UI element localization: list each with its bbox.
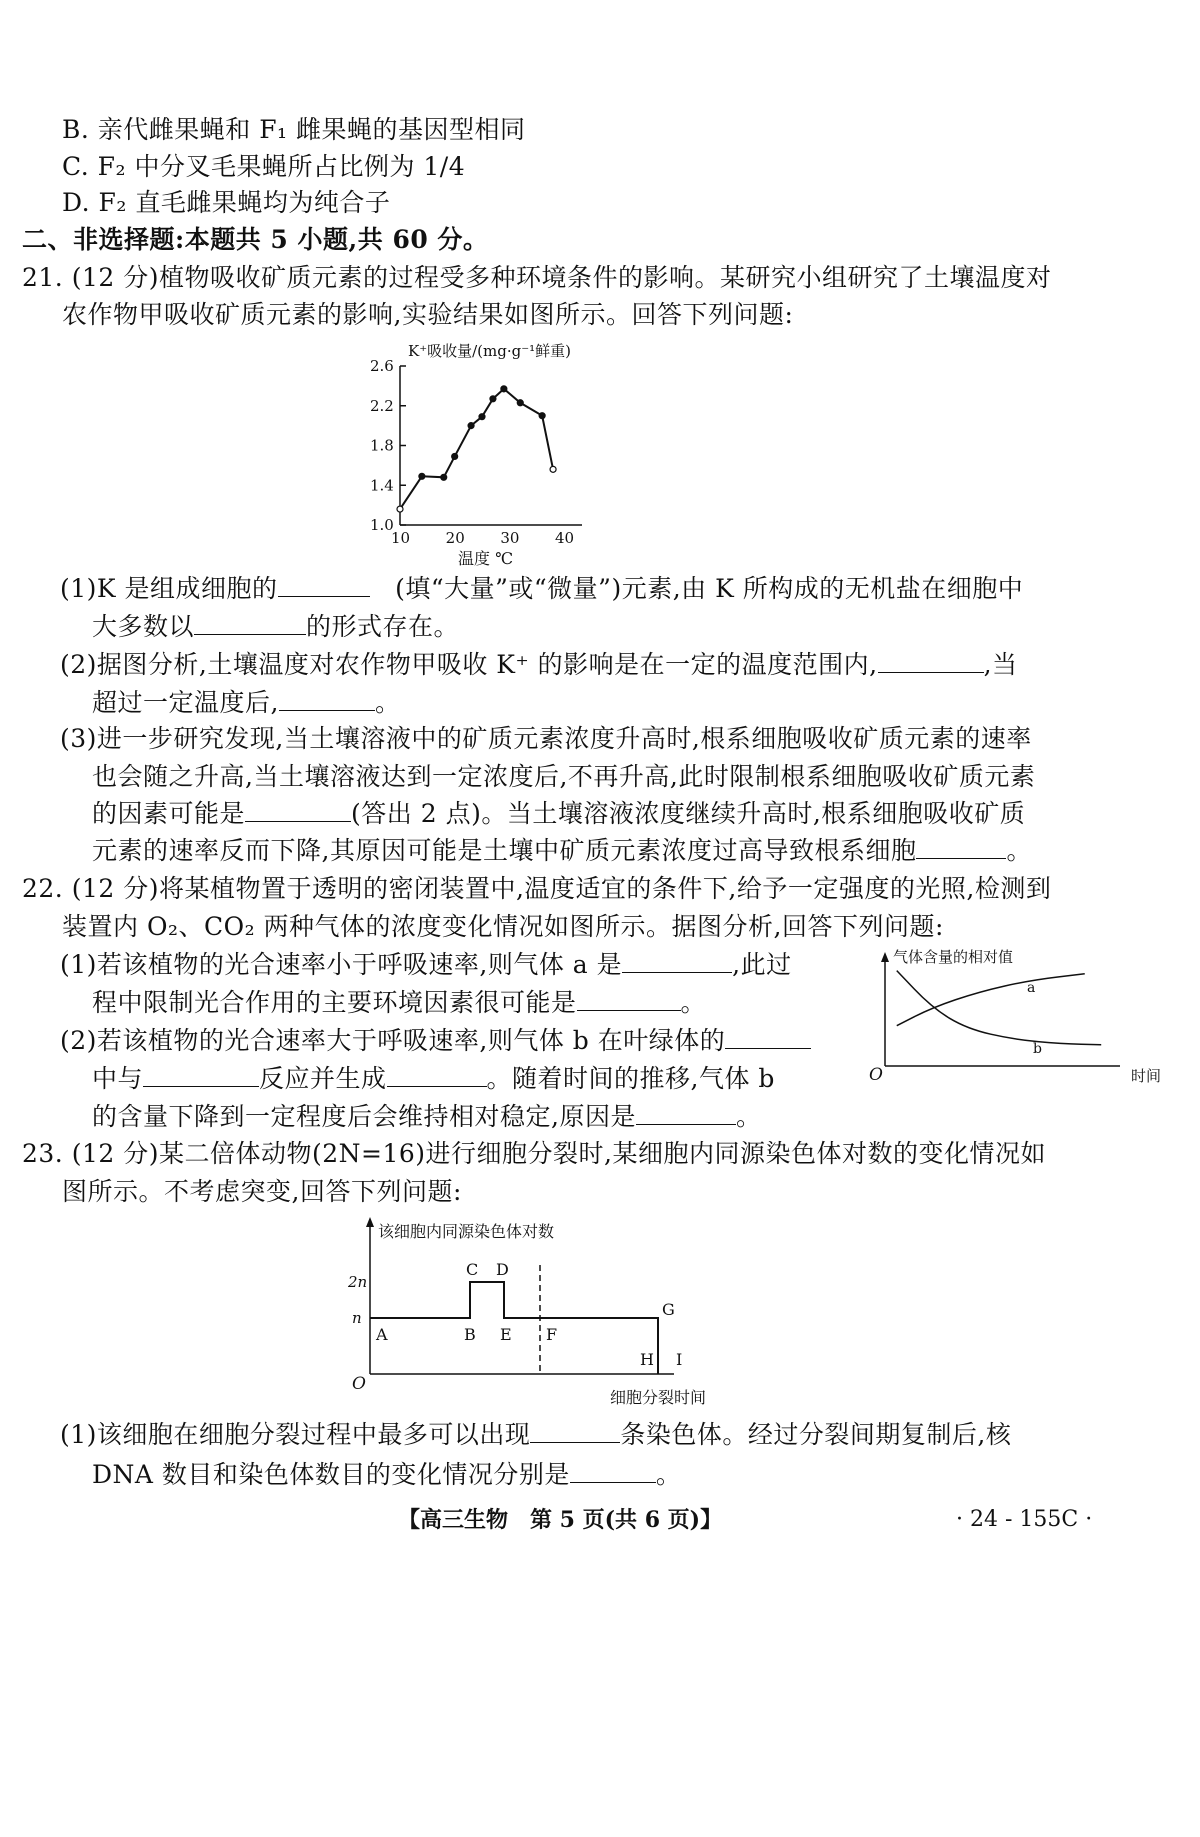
q21-part2-text-b: ,当 bbox=[983, 650, 1018, 679]
k-data-point bbox=[539, 413, 545, 419]
paper-code: · 24 - 155C · bbox=[956, 1507, 1093, 1532]
q21-blank-3[interactable] bbox=[878, 650, 984, 673]
q22-part2-line3 bbox=[92, 1100, 761, 1134]
chrom-point-c: C bbox=[466, 1260, 479, 1279]
section-heading: 二、非选择题:本题共 5 小题,共 60 分。 bbox=[22, 225, 489, 254]
q23-stem-line-1: 23. (12 分)某二倍体动物(2N=16)进行细胞分裂时,某细胞内同源染色体对数的变化情况如 bbox=[22, 1139, 1046, 1168]
q22-part2-line2 bbox=[92, 1062, 775, 1096]
k-y-tick-label: 1.4 bbox=[370, 476, 394, 495]
chrom-pairs-line bbox=[370, 1282, 658, 1374]
q23-blank-1[interactable] bbox=[530, 1420, 620, 1443]
k-data-point bbox=[490, 396, 496, 402]
q22-stem-line-2: 装置内 O₂、CO₂ 两种气体的浓度变化情况如图所示。据图分析,回答下列问题: bbox=[62, 912, 944, 941]
q22-stem-line-1: 22. (12 分)将某植物置于透明的密闭装置中,温度适宜的条件下,给予一定强度的光照,检测到 bbox=[22, 874, 1052, 903]
q23-part1-text-c: DNA 数目和染色体数目的变化情况分别是 bbox=[92, 1460, 570, 1489]
q22-part2-text-e: 的含量下降到一定程度后会维持相对稳定,原因是 bbox=[92, 1102, 636, 1131]
q22-part2-text-d: 。随着时间的推移,气体 b bbox=[486, 1064, 775, 1093]
k-chart-xlabel: 温度 ℃ bbox=[458, 549, 513, 568]
q21-part3-line2: 也会随之升高,当土壤溶液达到一定浓度后,不再升高,此时限制根系细胞吸收矿质元素 bbox=[92, 762, 1036, 791]
gas-chart-ylabel: 气体含量的相对值 bbox=[893, 948, 1014, 966]
k-data-point bbox=[397, 506, 403, 512]
q21-blank-1[interactable] bbox=[278, 574, 370, 597]
q21-stem-line-2: 农作物甲吸收矿质元素的影响,实验结果如图所示。回答下列问题: bbox=[62, 300, 794, 329]
k-data-point bbox=[517, 400, 523, 406]
q21-part1-text-b: (填“大量”或“微量”)元素,由 K 所构成的无机盐在细胞中 bbox=[395, 574, 1024, 603]
q21-blank-4[interactable] bbox=[279, 688, 375, 711]
q22-blank-5[interactable] bbox=[387, 1064, 487, 1087]
q23-blank-2[interactable] bbox=[570, 1460, 656, 1483]
page-footer: 【高三生物 第 5 页(共 6 页)】 bbox=[398, 1507, 723, 1533]
q22-part1-line2 bbox=[92, 986, 706, 1020]
q21-part3-line4 bbox=[92, 834, 1032, 868]
k-chart-ylabel: K⁺吸收量/(mg·g⁻¹鲜重) bbox=[408, 342, 572, 360]
k-x-tick-label: 40 bbox=[555, 529, 575, 547]
k-x-tick-label: 20 bbox=[445, 529, 465, 547]
q22-part2-text-b: 中与 bbox=[92, 1064, 144, 1093]
chrom-point-h: H bbox=[640, 1350, 654, 1369]
q20-option-c: C. F₂ 中分叉毛果蝇所占比例为 1/4 bbox=[62, 152, 466, 181]
q23-part1-text-a: (1)该细胞在细胞分裂过程中最多可以出现 bbox=[60, 1420, 531, 1449]
q22-part1-text-b: ,此过 bbox=[732, 950, 792, 979]
chrom-point-g: G bbox=[662, 1300, 675, 1319]
k-y-tick-label: 1.8 bbox=[370, 436, 394, 455]
q22-part2-line1 bbox=[60, 1024, 811, 1058]
q22-part1-text-a: (1)若该植物的光合速率小于呼吸速率,则气体 a 是 bbox=[60, 950, 623, 979]
k-x-tick-label: 10 bbox=[391, 529, 411, 547]
q23-part1-line1 bbox=[60, 1418, 1011, 1452]
k-data-point bbox=[468, 423, 474, 429]
q23-stem-line-2: 图所示。不考虑突变,回答下列问题: bbox=[62, 1177, 462, 1206]
gas-chart-origin: O bbox=[869, 1065, 883, 1085]
q21-part1-text-c: 大多数以 bbox=[92, 612, 195, 641]
k-data-point bbox=[479, 414, 485, 420]
q22-part1-text-d: 。 bbox=[680, 988, 707, 1017]
chrom-point-i: I bbox=[676, 1350, 683, 1369]
q21-part3-text-d: (答出 2 点)。当土壤溶液浓度继续升高时,根系细胞吸收矿质 bbox=[351, 799, 1026, 828]
q21-part1-line1 bbox=[60, 572, 1023, 606]
chrom-chart-ylabel: 该细胞内同源染色体对数 bbox=[378, 1222, 555, 1241]
q22-blank-4[interactable] bbox=[143, 1064, 259, 1087]
k-x-tick-label: 30 bbox=[500, 529, 520, 547]
chrom-point-b: B bbox=[464, 1325, 476, 1344]
k-uptake-chart bbox=[360, 336, 600, 576]
q22-blank-1[interactable] bbox=[622, 950, 732, 973]
k-data-point bbox=[501, 386, 507, 392]
q22-blank-2[interactable] bbox=[577, 988, 681, 1011]
q21-blank-6[interactable] bbox=[916, 836, 1006, 859]
homologous-pairs-chart bbox=[348, 1215, 776, 1410]
q23-part1-text-b: 条染色体。经过分裂间期复制后,核 bbox=[620, 1420, 1012, 1449]
q21-part2-line1 bbox=[60, 648, 1018, 682]
chrom-point-f: F bbox=[546, 1325, 558, 1344]
chrom-chart-xlabel: 细胞分裂时间 bbox=[610, 1388, 707, 1407]
chrom-point-a: A bbox=[376, 1325, 388, 1344]
q22-part1-text-c: 程中限制光合作用的主要环境因素很可能是 bbox=[92, 988, 577, 1017]
q23-part1-text-d: 。 bbox=[655, 1460, 682, 1489]
q22-blank-6[interactable] bbox=[636, 1102, 736, 1125]
chrom-chart-origin: O bbox=[352, 1374, 366, 1394]
chrom-point-e: E bbox=[500, 1325, 512, 1344]
q22-part2-text-c: 反应并生成 bbox=[259, 1064, 387, 1093]
q22-blank-3[interactable] bbox=[725, 1026, 811, 1049]
q21-part1-line2 bbox=[92, 610, 459, 644]
q22-part2-text-a: (2)若该植物的光合速率大于呼吸速率,则气体 b 在叶绿体的 bbox=[60, 1026, 726, 1055]
q21-part3-text-f: 。 bbox=[1006, 836, 1032, 865]
q21-part3-text-c: 的因素可能是 bbox=[92, 799, 246, 828]
q23-part1-line2 bbox=[92, 1458, 681, 1492]
gas-b-curve bbox=[897, 971, 1101, 1045]
q22-part2-text-f: 。 bbox=[735, 1102, 762, 1131]
gas-chart-y-arrow bbox=[881, 952, 889, 962]
q22-part1-line1 bbox=[60, 948, 792, 982]
k-y-tick-label: 2.6 bbox=[370, 357, 394, 375]
chrom-point-d: D bbox=[496, 1260, 509, 1279]
k-data-point bbox=[452, 453, 458, 459]
chrom-tick-2n: 2n bbox=[348, 1273, 368, 1291]
q20-option-b: B. 亲代雌果蝇和 F₁ 雌果蝇的基因型相同 bbox=[62, 115, 526, 144]
k-y-tick-label: 2.2 bbox=[370, 396, 394, 415]
gas-chart-xlabel: 时间 bbox=[1131, 1067, 1162, 1085]
k-chart-series-line bbox=[400, 389, 553, 509]
q21-part1-text-d: 的形式存在。 bbox=[306, 612, 460, 641]
q20-option-d: D. F₂ 直毛雌果蝇均为纯合子 bbox=[62, 188, 391, 217]
q21-part3-text-e: 元素的速率反而下降,其原因可能是土壤中矿质元素浓度过高导致根系细胞 bbox=[92, 836, 917, 865]
q21-stem-line-1: 21. (12 分)植物吸收矿质元素的过程受多种环境条件的影响。某研究小组研究了土壤温度对 bbox=[22, 263, 1052, 292]
k-data-point bbox=[550, 466, 556, 472]
q21-blank-2[interactable] bbox=[194, 612, 306, 635]
k-y-tick-label: 1.0 bbox=[370, 516, 394, 534]
q21-part2-text-a: (2)据图分析,土壤温度对农作物甲吸收 K⁺ 的影响是在一定的温度范围内, bbox=[60, 650, 878, 679]
gas-b-label: b bbox=[1033, 1041, 1042, 1057]
k-data-point bbox=[419, 473, 425, 479]
q21-part2-text-c: 超过一定温度后, bbox=[92, 688, 279, 717]
chrom-tick-n: n bbox=[352, 1309, 362, 1327]
gas-content-chart bbox=[865, 940, 1175, 1090]
q21-part1-text-a: (1)K 是组成细胞的 bbox=[60, 574, 278, 603]
q21-part2-text-d: 。 bbox=[374, 688, 401, 717]
q21-part3-line1: (3)进一步研究发现,当土壤溶液中的矿质元素浓度升高时,根系细胞吸收矿质元素的速率 bbox=[60, 724, 1032, 753]
q21-part2-line2 bbox=[92, 686, 400, 720]
k-data-point bbox=[441, 474, 447, 480]
gas-a-label: a bbox=[1027, 980, 1036, 996]
q21-part3-line3 bbox=[92, 797, 1025, 831]
q21-blank-5[interactable] bbox=[245, 799, 351, 822]
